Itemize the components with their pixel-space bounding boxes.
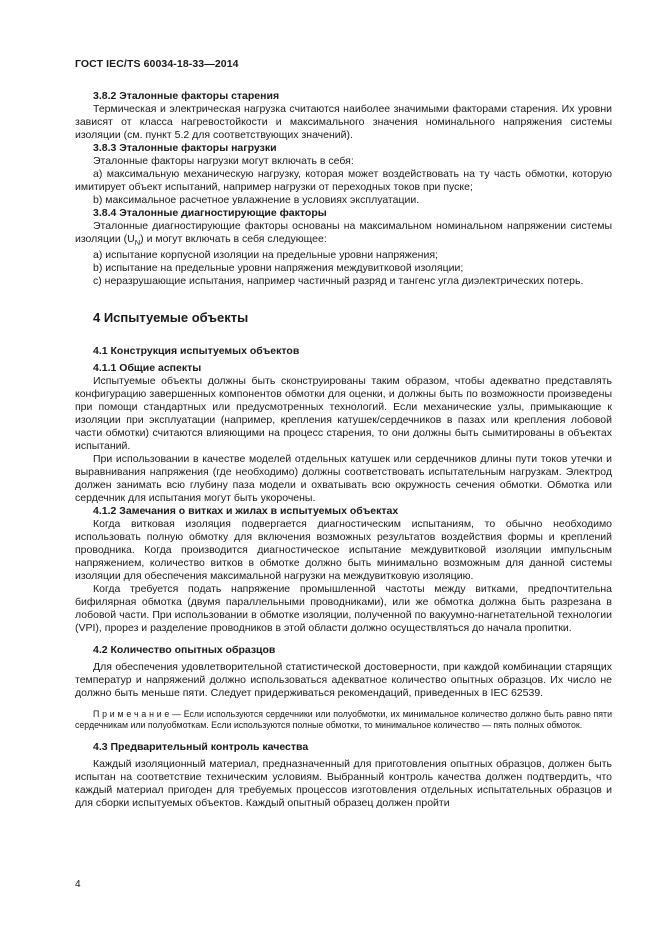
list-item-a: a) испытание корпусной изоляции на предельные уровни напряжения; [93, 249, 438, 262]
paragraph: Испытуемые объекты должны быть сконструированы таким образом, чтобы адекватно представлять конфигурацию завершенных компонентов обмотки для оценки, и должны быть по возможности произведены при помощи стандартных или предусмотренных технологий. Если механические узлы, примыкающие к изоляции при эксплуатации (например, крепления катушек/сердечников в пазах или крепления лобовой части обмотки) считаются влияющими на процесс старения, то они должны быть сымитированы в объектах испытаний. [75, 375, 612, 453]
document-header: ГОСТ IEC/TS 60034-18-33—2014 [75, 58, 239, 70]
paragraph-text-pre: Эталонные диагностирующие факторы основаны на максимальном номинальном напряжении системы изоляции (U [75, 220, 612, 245]
list-item-a: a) максимальную механическую нагрузку, которая может воздействовать на ту часть обмотки, которую имитирует объект испытаний, например нагрузки от переходных токов при пуске; [75, 168, 612, 193]
heading-3-8-2: 3.8.2 Эталонные факторы старения [93, 90, 280, 102]
document-content [75, 58, 612, 810]
paragraph: Эталонные факторы нагрузки могут включать в себя: [93, 155, 354, 167]
list-item-b: b) максимальное расчетное увлажнение в условиях эксплуатации. [93, 194, 420, 206]
paragraph: Когда требуется подать напряжение промышленной частоты между витками, предпочтительна бифилярная обмотка (двумя параллельными проводниками), или же обмотка должна быть разрезана в лобовой части. При использовании в обмотке изоляции, полученной по вакуумно-нагнетательной технологии (VPI), прорез и разделение проводников в этой области должно осуществляться до начала пропитки. [75, 583, 612, 635]
heading-3-8-3: 3.8.3 Эталонные факторы нагрузки [93, 142, 277, 154]
note-block: П р и м е ч а н и е — Если используются сердечники или полуобмотки, их минимальное количество должно быть равно пяти сердечникам или полуобмоткам. Если используются полные обмотки, то минимальное количество — пять полных обмоток. [75, 709, 612, 731]
paragraph: Термическая и электрическая нагрузка считаются наиболее значимыми факторами старения. Их уровни зависят от класса нагревостойкости и максимального значения номинального напряжения системы изоляции (см. пункт 5.2 для соответствующих значений). [75, 103, 612, 141]
list-item-c: c) неразрушающие испытания, например частичный разряд и тангенс угла диэлектрических потерь. [93, 275, 584, 288]
paragraph: Когда витковая изоляция подвергается диагностическим испытаниям, то обычно необходимо использовать полную обмотку для включения возможных результатов воздействия формы и креплений проводника. Когда производится диагностическое испытание междувитковой изоляции импульсным напряжением, количество витков в обмотке должно быть минимально возможным для данной системы изоляции для обеспечения максимальной нагрузки на междувитковую изоляцию. [75, 518, 612, 583]
paragraph: Для обеспечения удовлетворительной статистической достоверности, при каждой комбинации старящих температур и напряжений должно использоваться адекватное количество опытных образцов. Их число не должно быть меньше пяти. Следует придерживаться рекомендаций, приведенных в IEC 62539. [75, 661, 612, 700]
paragraph-with-subscript [75, 220, 612, 249]
paragraph-text-post: ) и могут включать в себя следующее: [140, 233, 327, 245]
subscript-n: N [134, 238, 141, 248]
heading-3-8-4: 3.8.4 Эталонные диагностирующие факторы [93, 207, 327, 219]
heading-4-1-2: 4.1.2 Замечания о витках и жилах в испытуемых объектах [93, 505, 399, 518]
paragraph: При использовании в качестве моделей отдельных катушек или сердечников длины пути токов утечки и выравнивания напряжения (где необходимо) должны соответствовать испытательным нагрузкам. Электрод должен занимать всю глубину паза модели и охватывать всю окружность сечения обмотки. Обмотка или сердечник для испытания могут быть укорочены. [75, 453, 612, 505]
list-item-b: b) испытание на предельные уровни напряжения междувитковой изоляции; [93, 262, 464, 275]
heading-4-3: 4.3 Предварительный контроль качества [93, 741, 309, 754]
paragraph: Каждый изоляционный материал, предназначенный для приготовления опытных образцов, должен быть испытан на соответствие техническим условиям. Выбранный контроль качества должен подтвердить, что каждый материал пригоден для требуемых процессов изготовления отдельных испытательных образцов и для сборки испытуемых объектов. Каждый опытный образец должен пройти [75, 758, 612, 810]
section-heading-4: 4 Испытуемые объекты [93, 310, 249, 326]
heading-4-1: 4.1 Конструкция испытуемых объектов [93, 345, 300, 358]
heading-4-2: 4.2 Количество опытных образцов [93, 644, 276, 657]
page-number: 4 [75, 879, 81, 890]
heading-4-1-1: 4.1.1 Общие аспекты [93, 362, 202, 375]
